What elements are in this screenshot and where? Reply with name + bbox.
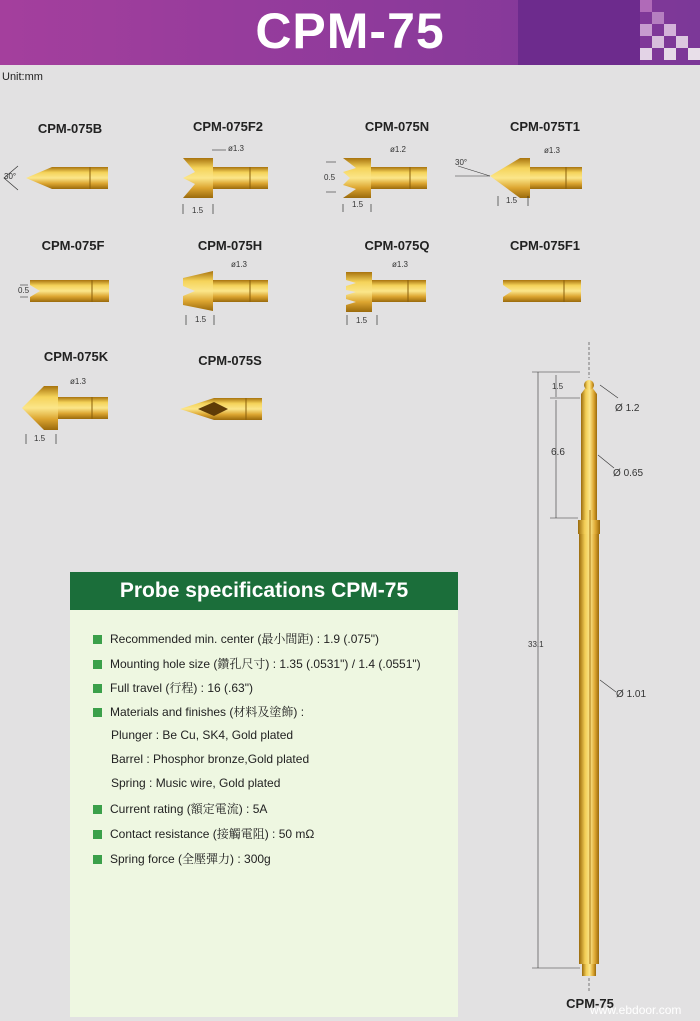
probe-075f — [20, 280, 109, 302]
spec-material: Plunger : Be Cu, SK4, Gold plated — [111, 728, 294, 742]
page-title: CPM-75 — [255, 3, 445, 59]
probe-label-075h: CPM-075H — [197, 238, 263, 253]
bullet-icon — [93, 684, 102, 693]
probe-label-075s: CPM-075S — [198, 353, 262, 368]
dim-075k-dia: ø1.3 — [70, 377, 87, 386]
probe-075b — [4, 166, 108, 190]
dim-075f2-len: 1.5 — [192, 206, 204, 215]
dim-075f2-dia: ø1.3 — [228, 144, 245, 153]
spec-item: Recommended min. center (最小間距) : 1.9 (.075") — [93, 630, 379, 647]
dim-075q-len: 1.5 — [356, 316, 368, 325]
dim-075h-dia: ø1.3 — [231, 260, 248, 269]
probe-label-075f1: CPM-075F1 — [509, 238, 581, 253]
big-dim-total: 33.1 — [528, 640, 544, 649]
spec-item: Current rating (額定電流) : 5A — [93, 800, 267, 817]
probe-075f1 — [503, 280, 581, 302]
probe-label-075f: CPM-075F — [41, 238, 105, 253]
bullet-icon — [93, 855, 102, 864]
bullet-icon — [93, 805, 102, 814]
bullet-icon — [93, 660, 102, 669]
probe-075s — [180, 398, 262, 420]
spec-material: Barrel : Phosphor bronze,Gold plated — [111, 752, 310, 766]
spec-item: Contact resistance (接觸電阻) : 50 mΩ — [93, 825, 314, 842]
watermark: www.ebdoor.com — [590, 1003, 682, 1017]
spec-item: Full travel (行程) : 16 (.63") — [93, 679, 253, 696]
probe-075t1 — [455, 158, 582, 206]
big-dim-plunger: 6.6 — [551, 447, 565, 458]
bullet-icon — [93, 635, 102, 644]
dim-075t1-len: 1.5 — [506, 196, 518, 205]
dim-075t1-angle: 30° — [455, 158, 468, 167]
probe-075f2 — [183, 150, 268, 214]
big-probe-cpm75 — [532, 342, 618, 992]
dim-075q-dia: ø1.3 — [392, 260, 409, 269]
probe-label-075q: CPM-075Q — [364, 238, 430, 253]
probe-label-075t1: CPM-075T1 — [509, 119, 581, 134]
big-dim-barrel-dia: Ø 1.01 — [616, 689, 647, 700]
bullet-icon — [93, 830, 102, 839]
dim-075n-len: 1.5 — [352, 200, 364, 209]
dim-075t1-dia: ø1.3 — [544, 146, 561, 155]
spec-item: Spring force (全壓彈力) : 300g — [93, 850, 271, 867]
big-dim-plunger-dia: Ø 0.65 — [613, 468, 644, 479]
dim-075n-dia: ø1.2 — [390, 145, 407, 154]
big-dim-tip: 1.5 — [552, 382, 564, 391]
dim-075n-gap: 0.5 — [324, 173, 336, 182]
spec-item: Materials and finishes (材料及塗飾) : — [93, 703, 304, 720]
probe-label-075k: CPM-075K — [43, 349, 109, 364]
probe-075n — [326, 158, 427, 212]
spec-item: Mounting hole size (鑽孔尺寸) : 1.35 (.0531") / 1.4 (.0551") — [93, 655, 421, 672]
big-dim-tip-dia: Ø 1.2 — [615, 403, 640, 414]
bullet-icon — [93, 708, 102, 717]
big-probe-label: CPM-75 — [566, 996, 614, 1011]
unit-label: Unit:mm — [2, 71, 43, 83]
dim-075k-len: 1.5 — [34, 434, 46, 443]
dim-075h-len: 1.5 — [195, 315, 207, 324]
spec-material: Spring : Music wire, Gold plated — [111, 776, 281, 790]
dim-075b-angle: 30° — [4, 172, 17, 181]
probe-label-075b: CPM-075B — [37, 121, 103, 136]
probe-label-075f2: CPM-075F2 — [192, 119, 264, 134]
probe-label-075n: CPM-075N — [364, 119, 430, 134]
spec-title: Probe specifications CPM-75 — [70, 572, 458, 610]
dim-075f-gap: 0.5 — [18, 286, 30, 295]
